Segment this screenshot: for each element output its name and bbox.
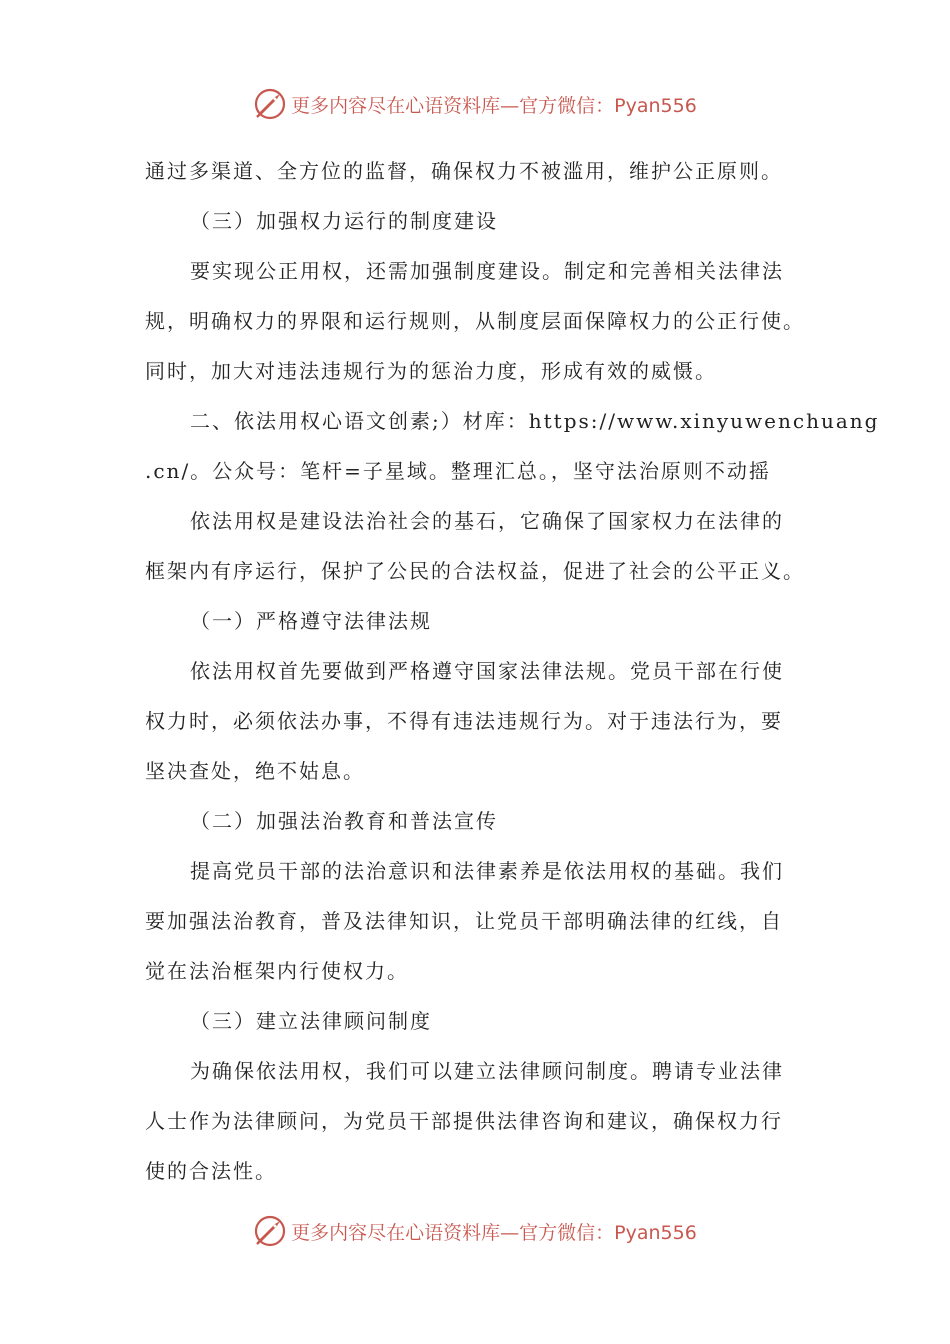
- paragraph-line: 规，明确权力的界限和运行规则，从制度层面保障权力的公正行使。: [145, 309, 805, 333]
- paragraph-line: 依法用权首先要做到严格遵守国家法律法规。党员干部在行使: [190, 659, 784, 683]
- paragraph-line: .cn/。公众号：笔杆=子星域。整理汇总。，坚守法治原则不动摇: [145, 459, 771, 483]
- wechat-id: Pyan556: [614, 94, 697, 117]
- header-banner: [0, 84, 950, 124]
- footer-banner: [0, 1211, 950, 1251]
- paragraph-line: 依法用权是建设法治社会的基石，它确保了国家权力在法律的: [190, 509, 784, 533]
- section-heading: （三）加强权力运行的制度建设: [190, 209, 498, 233]
- paragraph-line: 要加强法治教育，普及法律知识，让党员干部明确法律的红线，自: [145, 909, 783, 933]
- section-heading: 二、依法用权心语文创素;）材库：https://www.xinyuwenchuang: [190, 409, 880, 433]
- paragraph-line: 为确保依法用权，我们可以建立法律顾问制度。聘请专业法律: [190, 1059, 784, 1083]
- wechat-id: Pyan556: [614, 1221, 697, 1244]
- paragraph-line: 框架内有序运行，保护了公民的合法权益，促进了社会的公平正义。: [145, 559, 805, 583]
- banner-text: [291, 1218, 697, 1245]
- document-body: [145, 146, 880, 1196]
- section-heading: （三）建立法律顾问制度: [190, 1009, 432, 1033]
- paragraph-line: 提高党员干部的法治意识和法律素养是依法用权的基础。我们: [190, 859, 784, 883]
- paragraph-line: 觉在法治框架内行使权力。: [145, 959, 409, 983]
- pen-nib-logo-icon: [253, 1214, 287, 1248]
- section-heading: （二）加强法治教育和普法宣传: [190, 809, 498, 833]
- paragraph-line: 同时，加大对违法违规行为的惩治力度，形成有效的威慑。: [145, 359, 717, 383]
- paragraph-line: 使的合法性。: [145, 1159, 277, 1183]
- paragraph-line: 坚决查处，绝不姑息。: [145, 759, 365, 783]
- banner-text: [291, 91, 697, 118]
- paragraph-line: 通过多渠道、全方位的监督，确保权力不被滥用，维护公正原则。: [145, 159, 783, 183]
- banner-label: 更多内容尽在心语资料库—官方微信：: [291, 94, 615, 117]
- paragraph-line: 权力时，必须依法办事，不得有违法违规行为。对于违法行为，要: [145, 709, 783, 733]
- banner-label: 更多内容尽在心语资料库—官方微信：: [291, 1221, 615, 1244]
- paragraph-line: 人士作为法律顾问，为党员干部提供法律咨询和建议，确保权力行: [145, 1109, 783, 1133]
- paragraph-line: 要实现公正用权，还需加强制度建设。制定和完善相关法律法: [190, 259, 784, 283]
- pen-nib-logo-icon: [253, 87, 287, 121]
- section-heading: （一）严格遵守法律法规: [190, 609, 432, 633]
